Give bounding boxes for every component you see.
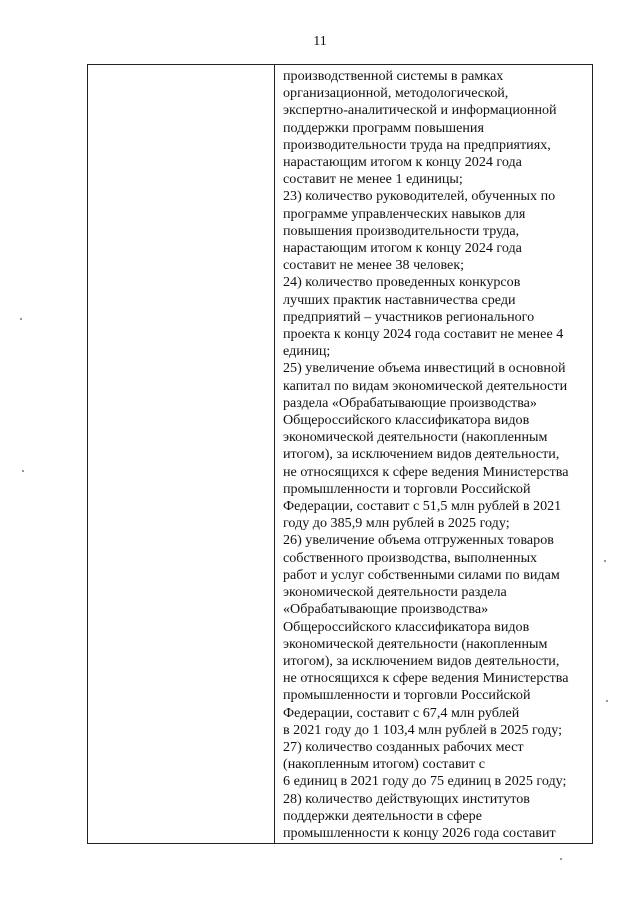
scan-speck bbox=[20, 318, 22, 320]
text-line: составит не менее 38 человек; bbox=[283, 257, 465, 274]
text-line: нарастающим итогом к концу 2024 года bbox=[283, 154, 522, 171]
text-line: экономической деятельности раздела bbox=[283, 584, 507, 601]
text-line: поддержки программ повышения bbox=[283, 119, 484, 136]
text-line: капитал по видам экономической деятельности bbox=[283, 377, 568, 394]
scan-speck bbox=[604, 560, 606, 562]
text-line: повышения производительности труда, bbox=[283, 222, 520, 239]
text-line: не относящихся к сфере ведения Министерства bbox=[283, 670, 569, 687]
text-line: составит не менее 1 единицы; bbox=[283, 171, 463, 188]
text-line: 25) увеличение объема инвестиций в основной bbox=[283, 360, 566, 377]
page-number: 11 bbox=[313, 34, 327, 49]
text-line: в 2021 году до 1 103,4 млн рублей в 2025 году; bbox=[283, 721, 563, 738]
text-line: собственного производства, выполненных bbox=[283, 549, 538, 566]
text-line: нарастающим итогом к концу 2024 года bbox=[283, 240, 522, 257]
scan-speck bbox=[606, 700, 608, 702]
text-line: Федерации, составит с 67,4 млн рублей bbox=[283, 704, 520, 721]
text-line: году до 385,9 млн рублей в 2025 году; bbox=[283, 515, 510, 532]
text-line: 24) количество проведенных конкурсов bbox=[283, 274, 521, 291]
text-line: 28) количество действующих институтов bbox=[283, 790, 530, 807]
text-line: итогом), за исключением видов деятельности, bbox=[283, 652, 560, 669]
text-line: организационной, методологической, bbox=[283, 85, 509, 102]
text-line: 23) количество руководителей, обученных по bbox=[283, 188, 556, 205]
text-line: раздела «Обрабатывающие производства» bbox=[283, 394, 537, 411]
text-line: Общероссийского классификатора видов bbox=[283, 618, 530, 635]
table-left-cell bbox=[88, 65, 275, 843]
scan-speck bbox=[560, 858, 562, 860]
scan-speck bbox=[22, 470, 24, 472]
table-right-cell bbox=[275, 65, 592, 843]
text-line: производительности труда на предприятиях, bbox=[283, 136, 551, 153]
text-line: промышленности к концу 2026 года составит bbox=[283, 824, 556, 841]
text-line: экономической деятельности (накопленным bbox=[283, 635, 548, 652]
text-line: Федерации, составит с 51,5 млн рублей в 2021 bbox=[283, 498, 562, 515]
text-line: 27) количество созданных рабочих мест bbox=[283, 738, 524, 755]
text-line: экономической деятельности (накопленным bbox=[283, 429, 548, 446]
text-line: Общероссийского классификатора видов bbox=[283, 412, 530, 429]
text-line: (накопленным итогом) составит с bbox=[283, 756, 486, 773]
text-line: итогом), за исключением видов деятельности, bbox=[283, 446, 560, 463]
text-line: производственной системы в рамках bbox=[283, 68, 504, 84]
text-line: предприятий – участников регионального bbox=[283, 308, 535, 325]
text-line: проекта к концу 2024 года составит не менее 4 bbox=[283, 326, 564, 343]
text-line: «Обрабатывающие производства» bbox=[283, 601, 489, 618]
text-line: промышленности и торговли Российской bbox=[283, 480, 531, 497]
text-line: не относящихся к сфере ведения Министерства bbox=[283, 463, 569, 480]
text-line: лучших практик наставничества среди bbox=[283, 291, 516, 308]
text-line: единиц; bbox=[283, 343, 331, 360]
document-table bbox=[87, 64, 593, 844]
text-line: 26) увеличение объема отгруженных товаров bbox=[283, 532, 554, 549]
text-line: 6 единиц в 2021 году до 75 единиц в 2025 году; bbox=[283, 773, 567, 790]
text-line: программе управленческих навыков для bbox=[283, 205, 526, 222]
text-line: экспертно-аналитической и информационной bbox=[283, 102, 557, 119]
text-line: работ и услуг собственными силами по видам bbox=[283, 566, 560, 583]
text-line: поддержки деятельности в сфере bbox=[283, 807, 482, 824]
text-line: промышленности и торговли Российской bbox=[283, 687, 531, 704]
